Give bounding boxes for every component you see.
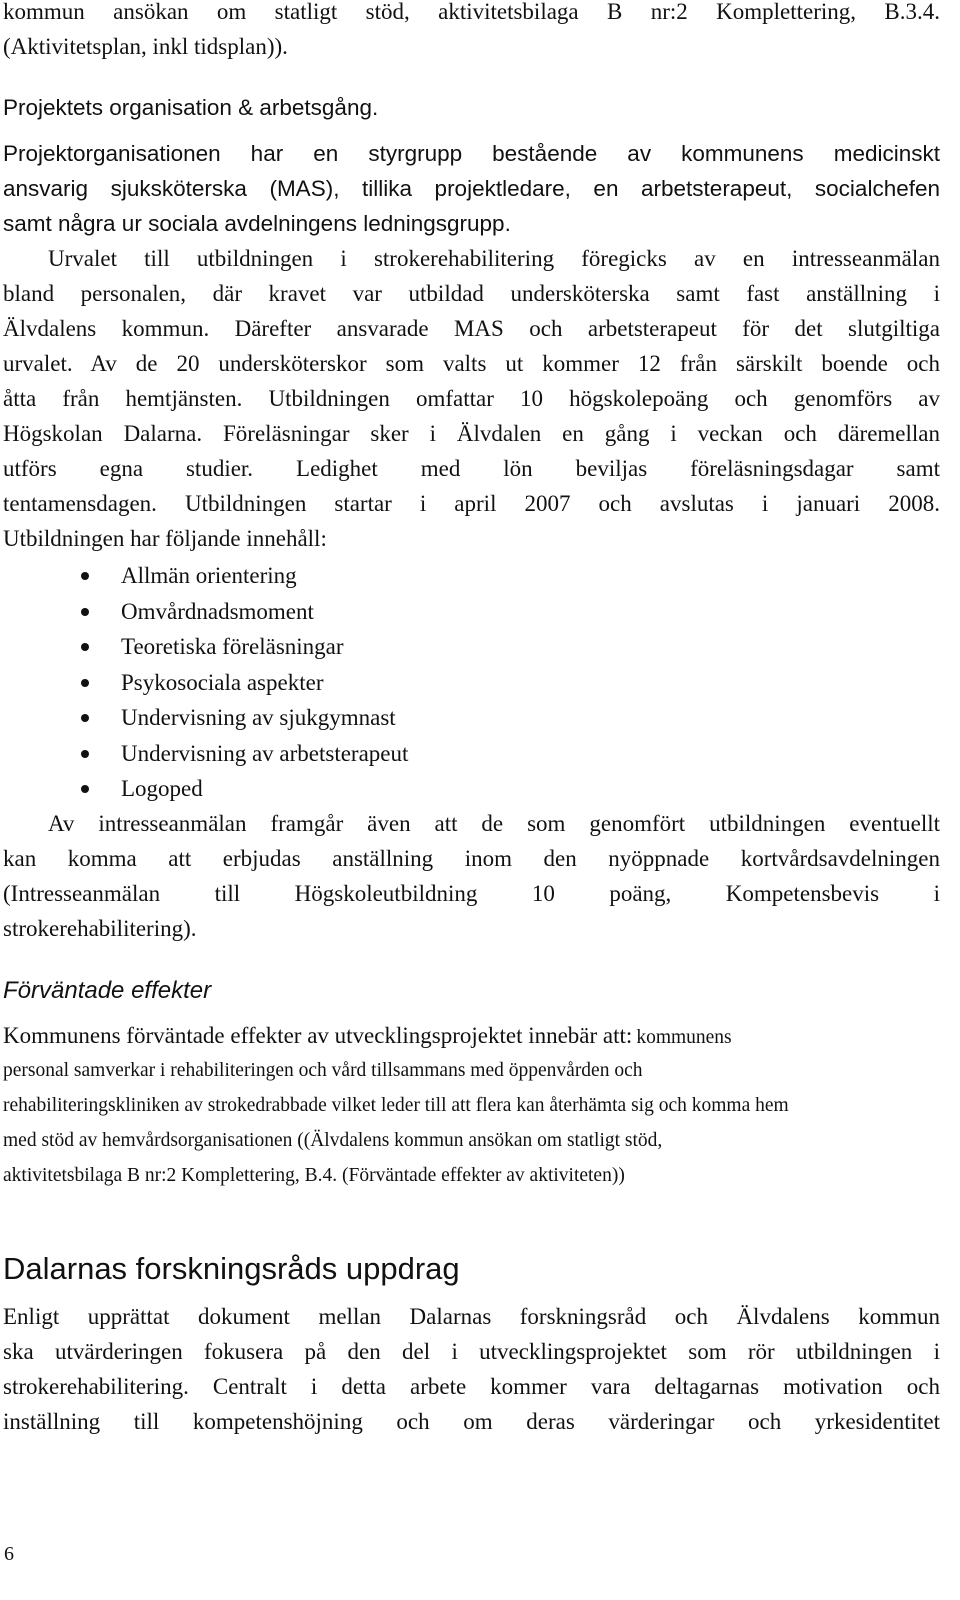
text-line: (Intresseanmälan till Högskoleutbildning 10 poäng, Kompetensbevis i [3, 881, 940, 906]
text-line: samt några ur sociala avdelningens ledningsgrupp. [3, 211, 511, 236]
effekter-paragraph [3, 1018, 940, 1193]
list-item-label: Omvårdnadsmoment [121, 598, 314, 624]
section-heading-organisation: Projektets organisation & arbetsgång. [3, 95, 379, 120]
text-line: med stöd av hemvårdsorganisationen ((Älvdalens kommun ansökan om statligt stöd, [3, 1130, 663, 1151]
text-line: urvalet. Av de 20 undersköterskor som valts ut kommer 12 från särskilt boende och [3, 351, 940, 376]
bullet-icon [81, 750, 89, 758]
text-line: (Aktivitetsplan, inkl tidsplan)). [3, 34, 288, 59]
effekter-lead-line [3, 1018, 940, 1053]
text-line: strokerehabilitering). [3, 916, 197, 941]
list-item [3, 771, 940, 807]
list-item-label: Undervisning av sjukgymnast [121, 705, 396, 730]
bullet-icon [81, 643, 89, 651]
section-heading-uppdrag: Dalarnas forskningsråds uppdrag [3, 1251, 460, 1286]
text-line: Högskolan Dalarna. Föreläsningar sker i Älvdalen en gång i veckan och däremellan [3, 421, 940, 446]
list-item [3, 629, 940, 665]
text-line: kommun ansökan om statligt stöd, aktivitetsbilaga B nr:2 Komplettering, B.3.4. [3, 0, 940, 24]
section-heading-effekter: Förväntade effekter [3, 977, 212, 1004]
text-line: Urvalet till utbildningen i strokerehabilitering föregicks av en intresseanmälan [48, 246, 940, 271]
text-line: ska utvärderingen fokusera på den del i utvecklingsprojektet som rör utbildningen i [3, 1339, 940, 1364]
list-item [3, 700, 940, 736]
effekter-lead-text: Kommunens förväntade effekter av utvecklingsprojektet innebär att: [3, 1023, 633, 1048]
list-item [3, 736, 940, 772]
text-line: aktivitetsbilaga B nr:2 Komplettering, B.4. (Förväntade effekter av aktiviteten)) [3, 1165, 625, 1186]
list-item-label: Logoped [121, 776, 203, 801]
bullet-icon [81, 714, 89, 722]
page-number: 6 [4, 1543, 14, 1565]
uppdrag-paragraph [3, 1299, 940, 1439]
text-line: rehabiliteringskliniken av strokedrabbade vilket leder till att flera kan återhämta sig och komma hem [3, 1095, 789, 1116]
text-line: strokerehabilitering. Centralt i detta arbete kommer vara deltagarnas motivation och [3, 1374, 940, 1399]
text-line: Älvdalens kommun. Därefter ansvarade MAS och arbetsterapeut för det slutgiltiga [3, 316, 940, 341]
bullet-icon [81, 572, 89, 580]
text-line: kan komma att erbjudas anställning inom den nyöppnade kortvårdsavdelningen [3, 846, 940, 871]
text-line: Utbildningen har följande innehåll: [3, 526, 327, 551]
text-line: inställning till kompetenshöjning och om deras värderingar och yrkesidentitet [3, 1409, 940, 1434]
text-line: Av intresseanmälan framgår även att de som genomfört utbildningen eventuellt [48, 811, 940, 836]
bullet-icon [81, 679, 89, 687]
text-line: ansvarig sjuksköterska (MAS), tillika projektledare, en arbetsterapeut, socialchefen [3, 176, 940, 201]
list-item-label: Undervisning av arbetsterapeut [121, 740, 409, 766]
text-line: personal samverkar i rehabiliteringen och vård tillsammans med öppenvården och [3, 1060, 643, 1081]
text-line: Projektorganisationen har en styrgrupp bestående av kommunens medicinskt [3, 141, 940, 166]
list-item [3, 558, 940, 594]
list-item-label: Psykosociala aspekter [121, 669, 324, 695]
bullet-icon [81, 785, 89, 793]
list-item-label: Teoretiska föreläsningar [121, 634, 344, 659]
text-line: tentamensdagen. Utbildningen startar i april 2007 och avslutas i januari 2008. [3, 491, 940, 516]
text-line: bland personalen, där kravet var utbildad undersköterska samt fast anställning i [3, 281, 940, 306]
bullet-icon [81, 608, 89, 616]
text-line: åtta från hemtjänsten. Utbildningen omfattar 10 högskolepoäng och genomförs av [3, 386, 940, 411]
employment-paragraph [3, 806, 940, 946]
text-line: utförs egna studier. Ledighet med lön beviljas föreläsningsdagar samt [3, 456, 940, 481]
text-line: Enligt upprättat dokument mellan Dalarnas forskningsråd och Älvdalens kommun [3, 1304, 940, 1329]
list-item [3, 594, 940, 630]
list-item-label: Allmän orientering [121, 563, 297, 588]
content-list [3, 558, 940, 807]
list-item [3, 665, 940, 701]
organisation-body-paragraph [3, 241, 940, 556]
effekter-lead-continuation: kommunens [636, 1027, 732, 1048]
organisation-intro-paragraph [3, 136, 940, 241]
top-fragment [3, 0, 940, 64]
